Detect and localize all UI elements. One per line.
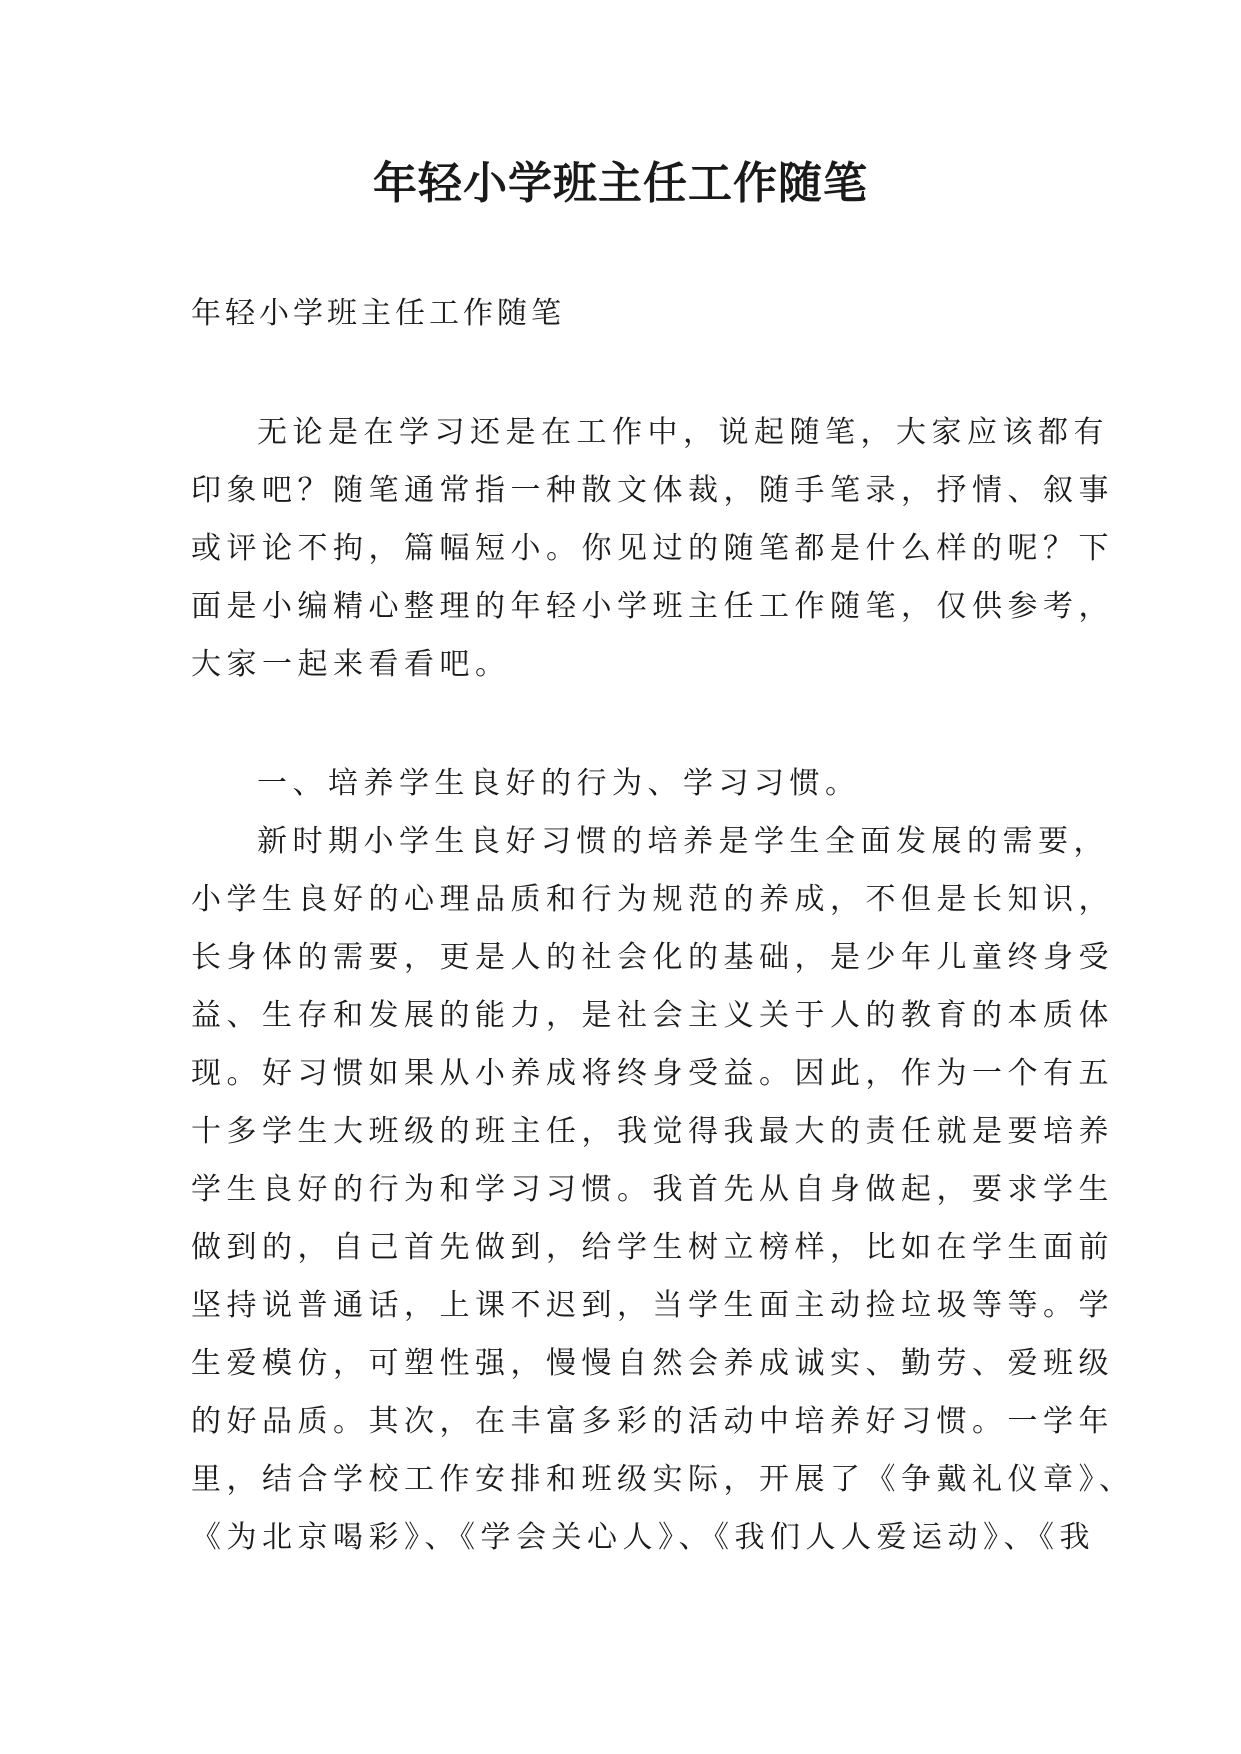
paragraph-line: 现。好习惯如果从小养成将终身受益。因此，作为一个有五 [191,1056,1114,1091]
paragraph-line: 面是小编精心整理的年轻小学班主任工作随笔，仅供参考， [191,589,1114,624]
paragraph-line: 里，结合学校工作安排和班级实际，开展了《争戴礼仪章》、 [191,1462,1135,1497]
paragraph-line: 做到的，自己首先做到，给学生树立榜样，比如在学生面前 [191,1230,1114,1265]
paragraph-line: 长身体的需要，更是人的社会化的基础，是少年儿童终身受 [191,940,1114,975]
paragraph-line: 《为北京喝彩》、《学会关心人》、《我们人人爱运动》、《我 [191,1520,1095,1555]
intro-paragraph [191,404,1114,694]
paragraph-line: 的好品质。其次，在丰富多彩的活动中培养好习惯。一学年 [191,1404,1114,1439]
paragraph-line: 十多学生大班级的班主任，我觉得我最大的责任就是要培养 [191,1114,1114,1149]
section-heading: 一、培养学生良好的行为、学习习惯。 [257,766,861,801]
paragraph-line: 无论是在学习还是在工作中，说起随笔，大家应该都有 [257,415,1109,450]
document-title: 年轻小学班主任工作随笔 [373,158,868,209]
paragraph-line: 益、生存和发展的能力，是社会主义关于人的教育的本质体 [191,998,1114,1033]
paragraph-line: 大家一起来看看吧。 [191,647,511,682]
paragraph-line: 学生良好的行为和学习习惯。我首先从自身做起，要求学生 [191,1172,1114,1207]
section-one [191,755,1135,1567]
paragraph-line: 坚持说普通话，上课不迟到，当学生面主动捡垃圾等等。学 [191,1288,1114,1323]
paragraph-line: 印象吧？随笔通常指一种散文体裁，随手笔录，抒情、叙事 [191,473,1114,508]
paragraph-line: 或评论不拘，篇幅短小。你见过的随笔都是什么样的呢？下 [191,531,1114,566]
document-subtitle: 年轻小学班主任工作随笔 [191,296,565,331]
paragraph-line: 新时期小学生良好习惯的培养是学生全面发展的需要， [257,824,1109,859]
paragraph-line: 生爱模仿，可塑性强，慢慢自然会养成诚实、勤劳、爱班级 [191,1346,1114,1381]
paragraph-line: 小学生良好的心理品质和行为规范的养成，不但是长知识， [191,882,1114,917]
